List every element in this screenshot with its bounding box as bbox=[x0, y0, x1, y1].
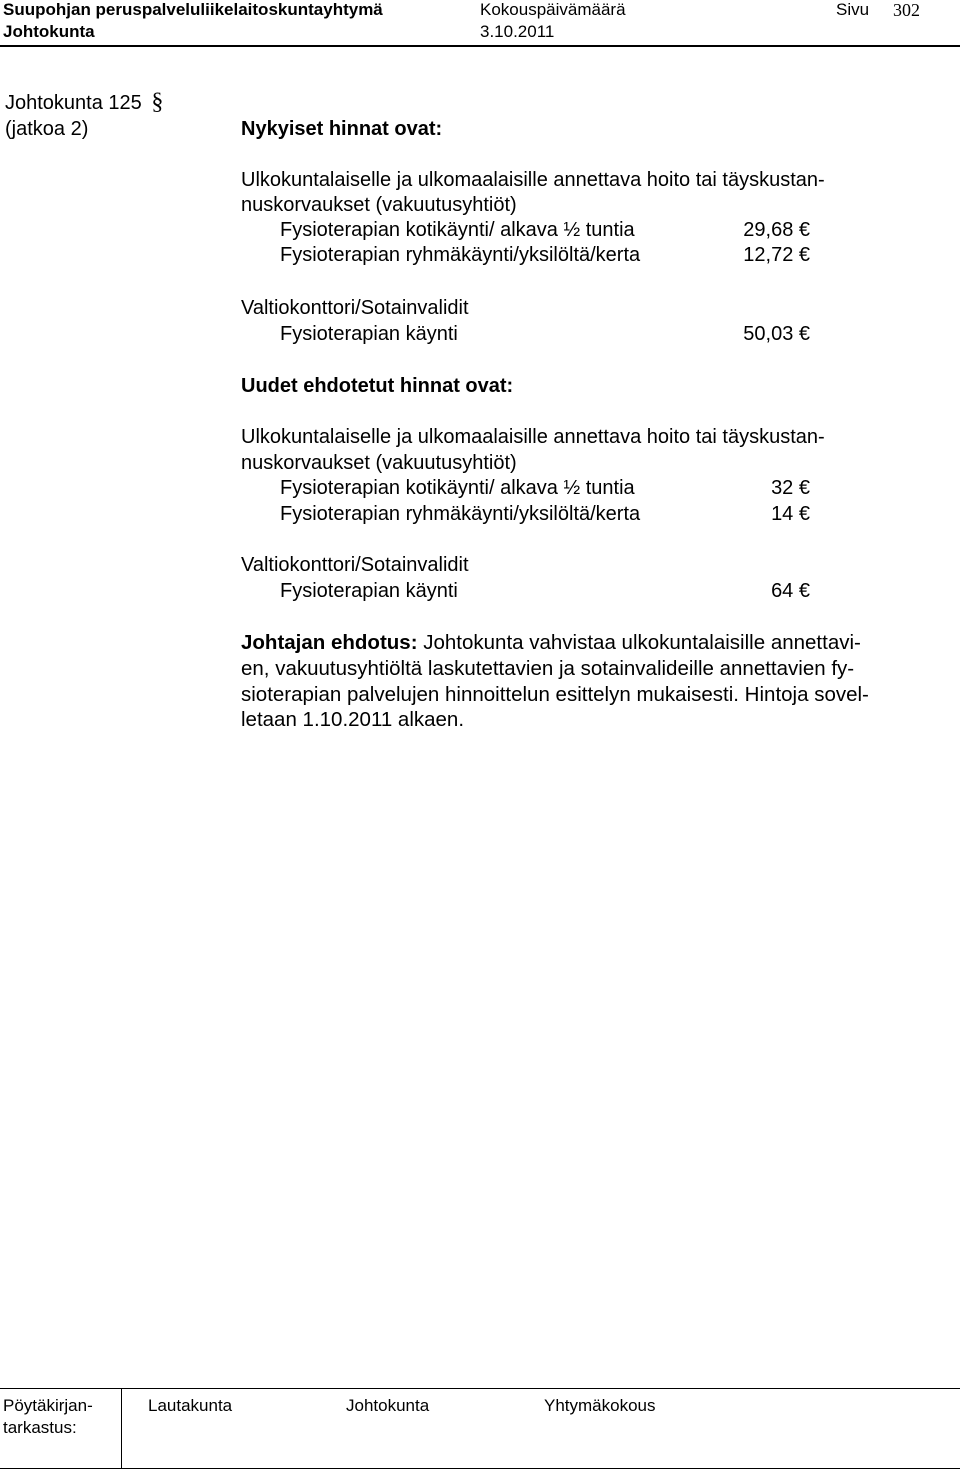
price-label: Fysioterapian kotikäynti/ alkava ½ tuntia bbox=[280, 219, 635, 241]
signature-lautakunta: Lautakunta bbox=[148, 1396, 233, 1415]
price-label: Fysioterapian kotikäynti/ alkava ½ tuntia bbox=[280, 477, 635, 499]
price-value: 12,72 € bbox=[743, 244, 810, 266]
group-title: Ulkokuntalaiselle ja ulkomaalaisille annettava hoito tai täyskustan- bbox=[241, 426, 825, 448]
group-title-cont: nuskorvaukset (vakuutusyhtiöt) bbox=[241, 194, 517, 216]
proposal-line: Johtajan ehdotus: Johtokunta vahvistaa ulkokuntalaisille annettavi- bbox=[241, 631, 861, 654]
proposal-line: sioterapian palvelujen hinnoittelun esittelyn mukaisesti. Hintoja sovel- bbox=[241, 682, 869, 706]
org-name: Suupohjan peruspalveluliikelaitoskuntayhtymä bbox=[3, 0, 383, 19]
proposal-line: en, vakuutusyhtiöltä laskutettavien ja sotainvalideille annettavien fy- bbox=[241, 656, 855, 680]
check-label: Pöytäkirjan- bbox=[3, 1396, 93, 1415]
group-title: Valtiokonttori/Sotainvalidit bbox=[241, 554, 469, 576]
price-label: Fysioterapian ryhmäkäynti/yksilöltä/kerta bbox=[280, 244, 641, 266]
footer-top-rule bbox=[0, 1388, 960, 1389]
page-number: 302 bbox=[893, 0, 920, 20]
price-value: 32 € bbox=[771, 477, 810, 499]
price-value: 64 € bbox=[771, 580, 810, 602]
group-title: Ulkokuntalaiselle ja ulkomaalaisille annettava hoito tai täyskustan- bbox=[241, 169, 825, 191]
signature-johtokunta: Johtokunta bbox=[346, 1396, 430, 1415]
price-label: Fysioterapian käynti bbox=[280, 580, 458, 602]
footer-divider bbox=[121, 1388, 122, 1469]
price-value: 14 € bbox=[771, 503, 810, 525]
check-label-cont: tarkastus: bbox=[3, 1418, 77, 1437]
proposal-label: Johtajan ehdotus: bbox=[241, 631, 418, 654]
section-mark: § bbox=[151, 89, 164, 115]
group-title-cont: nuskorvaukset (vakuutusyhtiöt) bbox=[241, 452, 517, 474]
current-prices-heading: Nykyiset hinnat ovat: bbox=[241, 118, 443, 140]
price-value: 29,68 € bbox=[743, 219, 810, 241]
meeting-date: 3.10.2011 bbox=[480, 22, 555, 41]
continued-label: (jatkoa 2) bbox=[5, 118, 89, 140]
price-value: 50,03 € bbox=[743, 323, 810, 345]
proposal-line: letaan 1.10.2011 alkaen. bbox=[241, 708, 465, 732]
signature-yhtymakokous: Yhtymäkokous bbox=[544, 1396, 656, 1415]
section-number: Johtokunta 125 § bbox=[5, 89, 164, 115]
new-prices-heading: Uudet ehdotetut hinnat ovat: bbox=[241, 375, 514, 397]
group-title: Valtiokonttori/Sotainvalidit bbox=[241, 297, 469, 319]
header-divider bbox=[0, 45, 960, 47]
price-label: Fysioterapian käynti bbox=[280, 323, 458, 345]
meeting-date-label: Kokouspäivämäärä bbox=[480, 0, 626, 19]
director-proposal bbox=[241, 630, 931, 733]
price-label: Fysioterapian ryhmäkäynti/yksilöltä/kerta bbox=[280, 503, 641, 525]
body-name: Johtokunta bbox=[3, 22, 95, 41]
page-label: Sivu bbox=[836, 0, 870, 19]
